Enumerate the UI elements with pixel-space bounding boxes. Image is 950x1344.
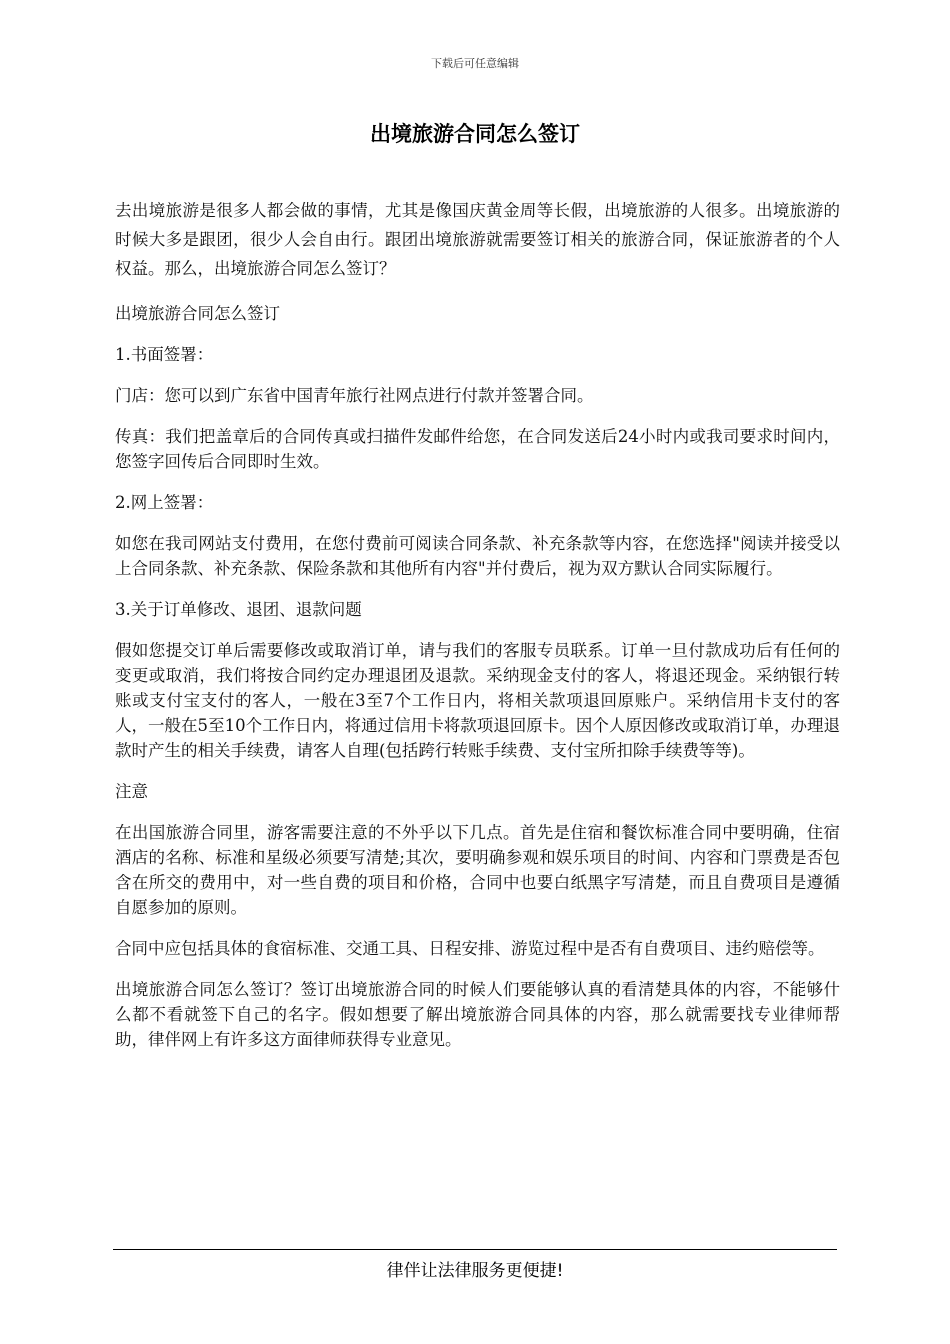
section-heading: 出境旅游合同怎么签订 bbox=[115, 304, 280, 323]
document-body bbox=[115, 196, 840, 1052]
page-header-note: 下载后可任意编辑 bbox=[431, 57, 519, 70]
intro-paragraph: 去出境旅游是很多人都会做的事情，尤其是像国庆黄金周等长假，出境旅游的人很多。出境旅游的时候大多是跟团，很少人会自由行。跟团出境旅游就需要签订相关的旅游合同，保证旅游者的个人权益。那么，出境旅游合同怎么签订？ bbox=[115, 201, 840, 278]
paragraph-fax: 传真：我们把盖章后的合同传真或扫描件发邮件给您，在合同发送后24小时内或我司要求时间内，您签字回传后合同即时生效。 bbox=[115, 427, 840, 471]
subheading-order-changes: 3.关于订单修改、退团、退款问题 bbox=[115, 600, 362, 619]
subheading-written-signing: 1.书面签署： bbox=[115, 345, 214, 364]
paragraph-conclusion: 出境旅游合同怎么签订？签订出境旅游合同的时候人们要能够认真的看清楚具体的内容，不能够什么都不看就签下自己的名字。假如想要了解出境旅游合同具体的内容，那么就需要找专业律师帮助，律伴网上有许多这方面律师获得专业意见。 bbox=[115, 980, 840, 1049]
paragraph-contract-contents: 合同中应包括具体的食宿标准、交通工具、日程安排、游览过程中是否有自费项目、违约赔偿等。 bbox=[115, 939, 825, 958]
paragraph-refund: 假如您提交订单后需要修改或取消订单，请与我们的客服专员联系。订单一旦付款成功后有任何的变更或取消，我们将按合同约定办理退团及退款。采纳现金支付的客人，将退还现金。采纳银行转账或支付宝支付的客人，一般在3至7个工作日内，将相关款项退回原账户。采纳信用卡支付的客人，一般在5至10个工作日内，将通过信用卡将款项退回原卡。因个人原因修改或取消订单，办理退款时产生的相关手续费，请客人自理(包括跨行转账手续费、支付宝所扣除手续费等等)。 bbox=[115, 641, 840, 760]
subheading-notice: 注意 bbox=[115, 782, 148, 801]
footer-divider bbox=[113, 1249, 837, 1250]
subheading-online-signing: 2.网上签署： bbox=[115, 493, 214, 512]
footer-slogan: 律伴让法律服务更便捷! bbox=[386, 1261, 564, 1281]
paragraph-online: 如您在我司网站支付费用，在您付费前可阅读合同条款、补充条款等内容，在您选择"阅读并接受以上合同条款、补充条款、保险条款和其他所有内容"并付费后，视为双方默认合同实际履行。 bbox=[115, 534, 840, 578]
paragraph-store: 门店：您可以到广东省中国青年旅行社网点进行付款并签署合同。 bbox=[115, 386, 594, 405]
paragraph-notice: 在出国旅游合同里，游客需要注意的不外乎以下几点。首先是住宿和餐饮标准合同中要明确，住宿酒店的名称、标准和星级必须要写清楚;其次，要明确参观和娱乐项目的时间、内容和门票费是否包含在所交的费用中，对一些自费的项目和价格，合同中也要白纸黑字写清楚，而且自费项目是遵循自愿参加的原则。 bbox=[115, 823, 840, 917]
document-title: 出境旅游合同怎么签订 bbox=[370, 122, 580, 146]
